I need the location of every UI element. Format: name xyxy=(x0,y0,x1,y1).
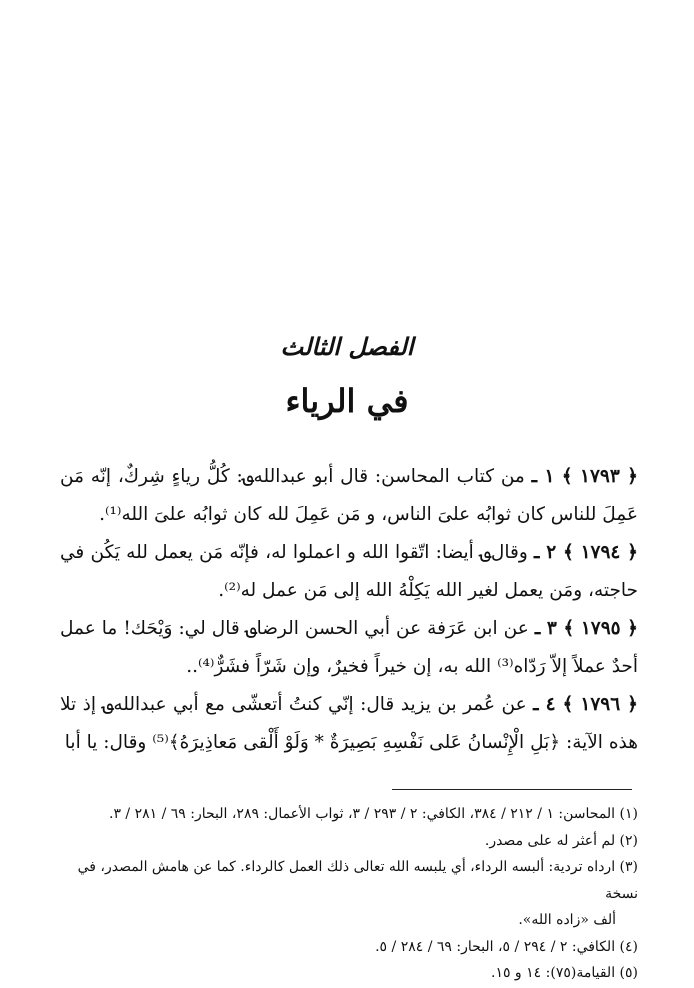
footnote xyxy=(48,854,638,934)
body-text xyxy=(60,458,638,762)
hadith-paragraph xyxy=(60,534,638,610)
hadith-paragraph xyxy=(60,686,638,762)
hadith-number: ﴿ ١٧٩٥ ﴾ ٣ ـ xyxy=(534,618,639,639)
footnote xyxy=(48,934,638,961)
footnote xyxy=(48,801,638,828)
chapter-subject: في الرياء xyxy=(285,382,409,420)
chapter-title: الفصل الثالث xyxy=(280,332,414,361)
hadith-paragraph xyxy=(60,610,638,686)
footnote-text: (٤) الكافي: ٢ / ٢٩٤ / ٥، البحار: ٦٩ / ٢٨٤ / ٥. xyxy=(375,938,638,955)
footnote-text: (٣) ارداه تردية: ألبسه الرداء، أي يلبسه الله تعالى ذلك العمل كالرداء. كما عن هامش المصدر، في نسخة xyxy=(77,859,638,902)
footnote xyxy=(48,828,638,855)
footnote-text: (٥) القيامة(٧٥): ١٤ و ١٥. xyxy=(490,965,638,981)
hadith-number: ﴿ ١٧٩٦ ﴾ ٤ ـ xyxy=(533,694,639,715)
hadith-text: وقال؈ أيضا: اتّقوا الله و اعملوا له، فإنّه مَن يعمل لله يَكُن في حاجته، ومَن يعمل لغير الله يَكِلْهُ الله إلى مَن عمل له⁽²⁾. xyxy=(60,542,638,601)
footnote-divider xyxy=(392,789,632,790)
footnotes xyxy=(48,801,638,987)
hadith-paragraph xyxy=(60,458,638,534)
hadith-number: ﴿ ١٧٩٣ ﴾ ١ ـ xyxy=(531,466,638,487)
footnote-text: (١) المحاسن: ١ / ٢١٢ / ٣٨٤، الكافي: ٢ / ٢٩٣ / ٣، ثواب الأعمال: ٢٨٩، البحار: ٦٩ / ٢٨١ / ٣. xyxy=(108,806,638,822)
hadith-number: ﴿ ١٧٩٤ ﴾ ٢ ـ xyxy=(534,542,638,563)
footnote xyxy=(48,960,638,987)
hadith-text: عن ابن عَرَفة عن أبي الحسن الرضا؈ قال لي: وَيْحَك! ما عمل أحدٌ عملاً إلاّ رَدّاه⁽³⁾ الله به، إن خيراً فخيرٌ، وإن شَرّاً فشَرٌّ⁽⁴⁾.. xyxy=(60,618,638,677)
footnote-continuation: ألف «زاده الله». xyxy=(518,912,616,928)
hadith-text: من كتاب المحاسن: قال أبو عبدالله‌؈: كُلُّ رياءٍ شِركٌ، إنّه مَن عَمِلَ للناس كان ثوابُه علىَ الناس، و مَن عَمِلَ لله كان ثوابُه علىَ الله⁽¹⁾. xyxy=(60,466,638,525)
hadith-text: عن عُمر بن يزيد قال: إنّي كنتُ أتعشّى مع أبي عبدالله؈ إذ تلا هذه الآية: ﴿بَلِ الْإِنْسانُ عَلى نَفْسِهِ بَصِيرَةٌ * وَلَوْ أَلْقى مَعاذِيرَهُ﴾⁽⁵⁾ وقال: يا أبا xyxy=(60,694,638,753)
footnote-text: (٢) لم أعثر له على مصدر. xyxy=(484,832,638,849)
